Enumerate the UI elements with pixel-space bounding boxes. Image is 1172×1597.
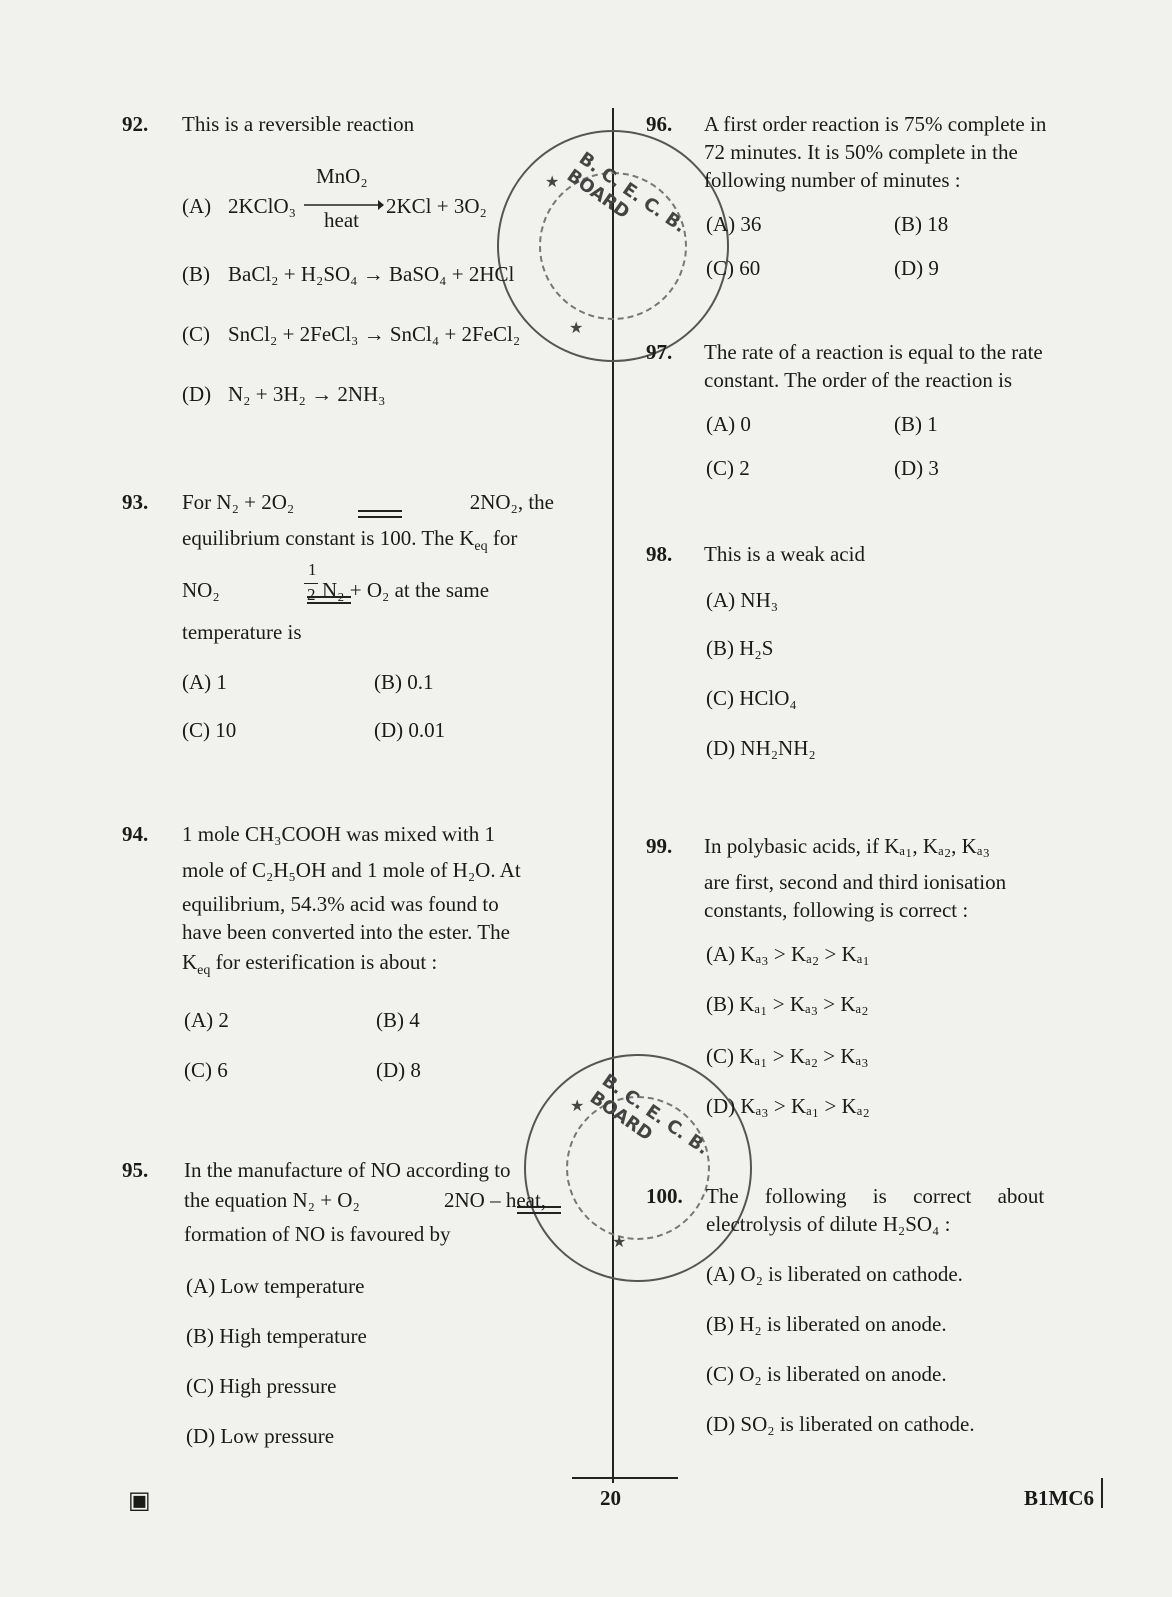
option-d: (D) SO₂ is liberated on cathode. [706,1412,975,1436]
option-a: (A) Low temperature [186,1274,365,1298]
corner-marker-icon: ▣ [128,1486,151,1514]
option-text: 2KCl + 3O₂ [386,194,487,218]
condition-label: heat [324,208,359,232]
question-text: 2NO₂, the [469,490,554,514]
option-a: (A) 1 [182,670,227,694]
option-c: (C) HClO₄ [706,686,797,710]
question-number: 97. [646,340,673,364]
question-text: for [487,526,518,550]
booklet-code: B1MC6 [1024,1486,1094,1510]
question-text: have been converted into the ester. The [182,920,510,944]
fraction-bar [304,583,318,584]
option-d: (D) 0.01 [374,718,446,742]
question-line [182,950,438,978]
question-text: N₂ + O₂ at the same [322,578,490,602]
option-a: (A) Kₐ₃ > Kₐ₂ > Kₐ₁ [706,942,870,966]
question-text: NO₂ [182,578,220,602]
question-text: 1 mole CH₃COOH was mixed with 1 [182,822,495,846]
option-d: (D) NH₂NH₂ [706,736,816,760]
question-text: electrolysis of dilute H₂SO₄ : [706,1212,951,1236]
question-number: 95. [122,1158,149,1182]
edge-mark [1101,1478,1103,1508]
footer-rule [572,1477,678,1479]
question-number: 93. [122,490,149,514]
option-c: (C) High pressure [186,1374,337,1398]
question-text: For N₂ + 2O₂ [182,490,295,514]
option-c: (C) 10 [182,718,237,742]
option-text: 2KClO₃ [228,194,296,218]
option-d: (D) 8 [376,1058,421,1082]
question-text: for esterification is about : [210,950,438,974]
fraction-numerator: 1 [308,560,317,579]
question-text: temperature is [182,620,302,644]
option-label: (D) [182,382,212,406]
star-icon: ★ [569,318,584,337]
question-text: constants, following is correct : [704,898,969,922]
option-a: (A) 2 [184,1008,229,1032]
option-b: (B) Kₐ₁ > Kₐ₃ > Kₐ₂ [706,992,869,1016]
question-number: 92. [122,112,149,136]
board-stamp-bottom [524,1054,752,1282]
fraction-denominator: 2 [307,585,316,604]
option-a: (A) 36 [706,212,762,236]
option-a: (A) 0 [706,412,751,436]
question-text: 72 minutes. It is 50% complete in the [704,140,1018,164]
question-text: 2NO – heat, [444,1188,547,1212]
question-number: 94. [122,822,149,846]
question-text: are first, second and third ionisation [704,870,1007,894]
option-b: (B) 1 [894,412,938,436]
board-stamp-top [497,130,729,362]
option-label: (A) [182,194,212,218]
question-text: formation of NO is favoured by [184,1222,451,1246]
option-label: (C) [182,322,210,346]
option-c: (C) O₂ is liberated on anode. [706,1362,947,1386]
option-d: (D) 3 [894,456,939,480]
stamp-text: B. C. E. C. B. BOARD [585,1070,713,1160]
star-icon: ★ [570,1096,585,1115]
question-text: constant. The order of the reaction is [704,368,1013,392]
option-d: (D) 9 [894,256,939,280]
question-text: equilibrium, 54.3% acid was found to [182,892,499,916]
option-b: (B) 0.1 [374,670,434,694]
option-c: (C) Kₐ₁ > Kₐ₂ > Kₐ₃ [706,1044,869,1068]
question-text: The rate of a reaction is equal to the rate [704,340,1043,364]
question-text: In polybasic acids, if Kₐ₁, Kₐ₂, Kₐ₃ [704,834,990,858]
option-c: (C) 60 [706,256,761,280]
option-b: (B) High temperature [186,1324,367,1348]
question-text: A first order reaction is 75% complete in [704,112,1047,136]
option-a: (A) NH₃ [706,588,779,612]
question-text: In the manufacture of NO according to [184,1158,511,1182]
page-number: 20 [600,1486,621,1510]
stamp-text: B. C. E. C. B. BOARD [562,148,690,238]
subscript: eq [197,963,211,978]
option-a: (A) O₂ is liberated on cathode. [706,1262,963,1286]
question-text: The following is correct about [706,1184,1045,1208]
equilibrium-arrow [358,509,402,519]
question-number: 99. [646,834,673,858]
question-text: following number of minutes : [704,168,961,192]
subscript: eq [474,539,488,554]
question-text: the equation N₂ + O₂ [184,1188,360,1212]
option-b: (B) H₂S [706,636,774,660]
question-number: 98. [646,542,673,566]
question-text: mole of C₂H₅OH and 1 mole of H₂O. At [182,858,521,882]
option-text: BaCl₂ + H₂SO₄ → BaSO₄ + 2HCl [228,262,515,286]
question-line [182,526,518,554]
star-icon: ★ [612,1232,627,1251]
option-b: (B) H₂ is liberated on anode. [706,1312,947,1336]
star-icon: ★ [545,172,560,191]
catalyst-label: MnO₂ [316,164,368,188]
question-number: 96. [646,112,673,136]
option-d: (D) Low pressure [186,1424,335,1448]
option-c: (C) 2 [706,456,750,480]
question-text: This is a reversible reaction [182,112,415,136]
question-text: equilibrium constant is 100. The K [182,526,475,550]
question-text: This is a weak acid [704,542,865,566]
option-label: (B) [182,262,210,286]
option-d: (D) Kₐ₃ > Kₐ₁ > Kₐ₂ [706,1094,870,1118]
question-text: K [182,950,198,974]
option-b: (B) 18 [894,212,949,236]
question-number: 100. [646,1184,683,1208]
option-text: N₂ + 3H₂ → 2NH₃ [228,382,386,406]
option-b: (B) 4 [376,1008,420,1032]
option-c: (C) 6 [184,1058,228,1082]
option-text: SnCl₂ + 2FeCl₃ → SnCl₄ + 2FeCl₂ [228,322,521,346]
